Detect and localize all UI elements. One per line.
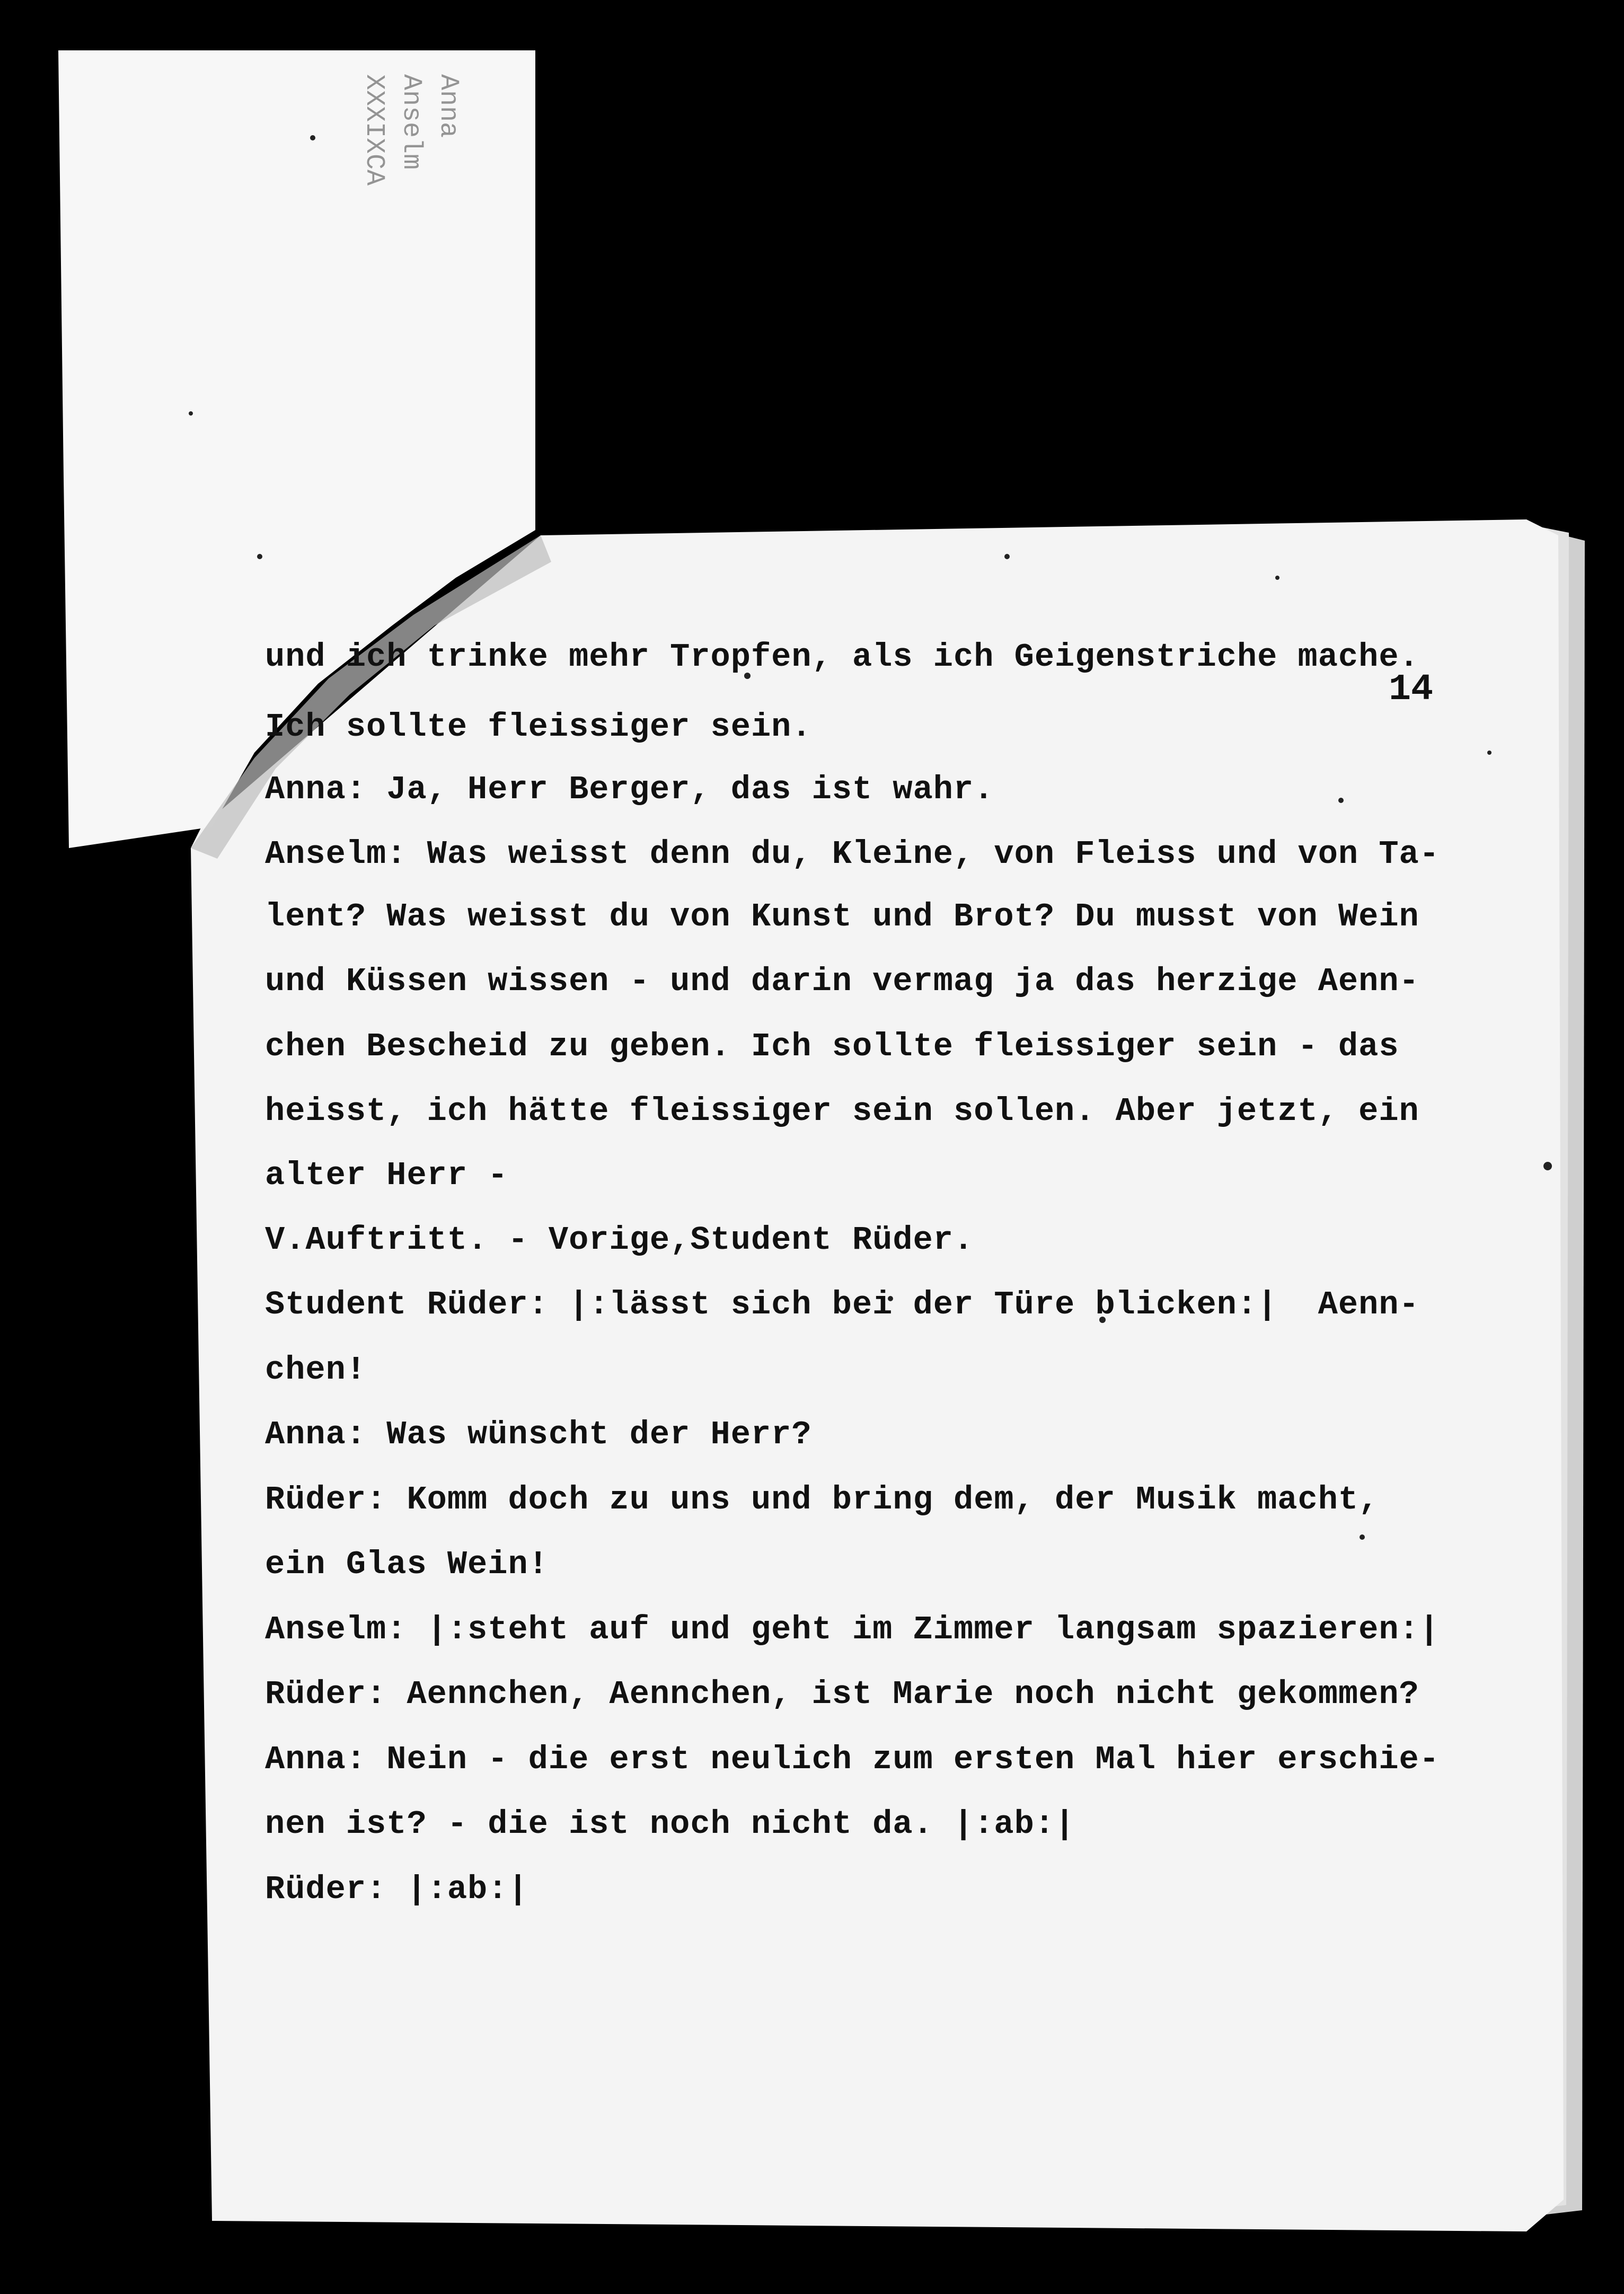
text-line: Anna: Was wünscht der Herr? <box>265 1416 812 1453</box>
text-line: lent? Was weisst du von Kunst und Brot? Du musst von Wein <box>265 898 1419 936</box>
folded-corner-line: XXXIXCA <box>359 74 389 186</box>
text-line: chen! <box>265 1351 367 1389</box>
text-line: Anselm: Was weisst denn du, Kleine, von Fleiss und von Ta- <box>265 835 1440 873</box>
text-line: ein Glas Wein! <box>265 1546 549 1583</box>
text-line: und Küssen wissen - und darin vermag ja das herzige Aenn- <box>265 963 1419 1000</box>
text-line: Rüder: Komm doch zu uns und bring dem, der Musik macht, <box>265 1481 1379 1519</box>
text-line: Rüder: Aennchen, Aennchen, ist Marie noch nicht gekommen? <box>265 1675 1419 1713</box>
folded-corner-line: Anna <box>433 74 463 138</box>
text-line: Ich sollte fleissiger sein. <box>265 708 812 746</box>
text-line: Anna: Ja, Herr Berger, das ist wahr. <box>265 771 994 808</box>
text-line: Rüder: |:ab:| <box>265 1871 528 1908</box>
text-line: Student Rüder: |:lässt sich bei der Türe blicken:| Aenn- <box>265 1286 1419 1324</box>
folded-corner-line: Anselm <box>396 74 426 170</box>
text-line: V.Auftritt. - Vorige,Student Rüder. <box>265 1221 974 1259</box>
text-line: chen Bescheid zu geben. Ich sollte fleissiger sein - das <box>265 1028 1399 1065</box>
text-line: und ich trinke mehr Tropfen, als ich Geigenstriche mache. <box>265 638 1419 676</box>
folded-corner-text <box>0 74 466 551</box>
text-line: alter Herr - <box>265 1157 508 1194</box>
text-line: nen ist? - die ist noch nicht da. |:ab:| <box>265 1805 1075 1843</box>
text-line: Anna: Nein - die erst neulich zum ersten Mal hier erschie- <box>265 1741 1440 1778</box>
text-line: heisst, ich hätte fleissiger sein sollen. Aber jetzt, ein <box>265 1092 1419 1130</box>
page-number: 14 <box>1389 669 1434 711</box>
text-line: Anselm: |:steht auf und geht im Zimmer langsam spazieren:| <box>265 1611 1440 1648</box>
